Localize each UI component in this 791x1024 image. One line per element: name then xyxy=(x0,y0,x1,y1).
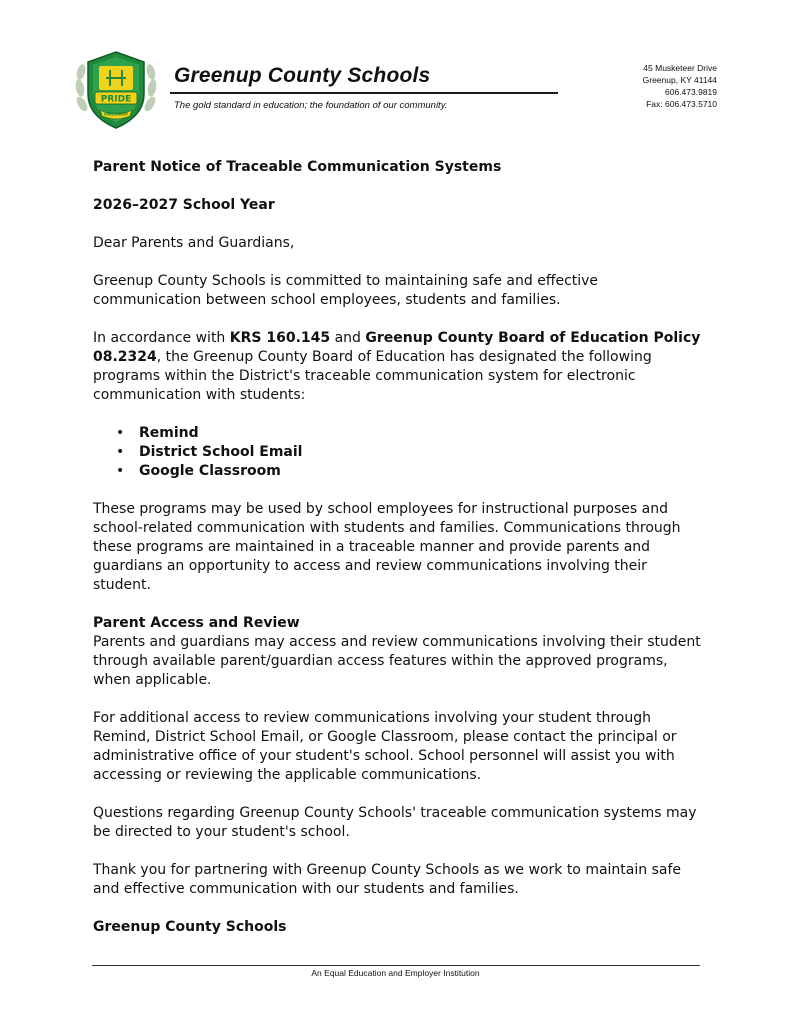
pride-crest-logo xyxy=(72,48,160,132)
address-block xyxy=(643,62,717,110)
fax-number: Fax: 606.473.5710 xyxy=(646,99,717,109)
header-divider xyxy=(170,92,558,94)
logo-pride-text: PRIDE xyxy=(100,94,132,105)
paragraph-designation xyxy=(93,329,703,405)
text-run: and xyxy=(330,330,366,346)
document-title: Parent Notice of Traceable Communication Systems xyxy=(93,159,502,175)
paragraph-questions: Questions regarding Greenup County Schools' traceable communication systems may be directed to your student's school. xyxy=(93,805,697,840)
signature: Greenup County Schools xyxy=(93,919,287,935)
text-run: , the Greenup County Board of Education has designated the following programs within the District's traceable communication system for electronic communication with students: xyxy=(93,349,652,403)
phone-number: 606.473.9819 xyxy=(665,87,717,97)
org-name: Greenup County Schools xyxy=(174,64,431,87)
logo-banner-text: GREENUP xyxy=(103,112,129,118)
address-line: 45 Musketeer Drive xyxy=(643,63,717,73)
list-item: • Remind xyxy=(93,424,703,443)
list-item: • Google Classroom xyxy=(93,462,703,481)
policy-reference: Greenup County Board of Education Policy 08.2324 xyxy=(93,330,701,365)
tagline: The gold standard in education; the foundation of our community. xyxy=(174,100,448,111)
list-item: • District School Email xyxy=(93,443,703,462)
paragraph-program-use: These programs may be used by school employees for instructional purposes and school-related communication with students and families. Communications through these programs are maintained in a traceable manner and provide parents and guardians an opportunity to access and review communications involving their student. xyxy=(93,501,681,593)
footer-divider xyxy=(92,965,700,966)
text-run: In accordance with xyxy=(93,330,230,346)
paragraph-thanks: Thank you for partnering with Greenup County Schools as we work to maintain safe and effective communication with our students and families. xyxy=(93,862,681,897)
paragraph-additional-access: For additional access to review communications involving your student through Remind, District School Email, or Google Classroom, please contact the principal or administrative office of your student's school. School personnel will assist you with accessing or reviewing the applicable communications. xyxy=(93,710,677,783)
letter-body xyxy=(93,158,703,937)
footer-text: An Equal Education and Employer Institution xyxy=(311,968,480,978)
paragraph-parent-access: Parents and guardians may access and review communications involving their student through available parent/guardian access features within the approved programs, when applicable. xyxy=(93,634,701,688)
program-list xyxy=(93,424,703,481)
salutation: Dear Parents and Guardians, xyxy=(93,235,295,251)
section-heading: Parent Access and Review xyxy=(93,615,300,631)
address-line: Greenup, KY 41144 xyxy=(642,75,717,85)
paragraph-commitment: Greenup County Schools is committed to maintaining safe and effective communication between school employees, students and families. xyxy=(93,273,599,308)
school-year: 2026–2027 School Year xyxy=(93,197,275,213)
krs-reference: KRS 160.145 xyxy=(229,330,331,346)
